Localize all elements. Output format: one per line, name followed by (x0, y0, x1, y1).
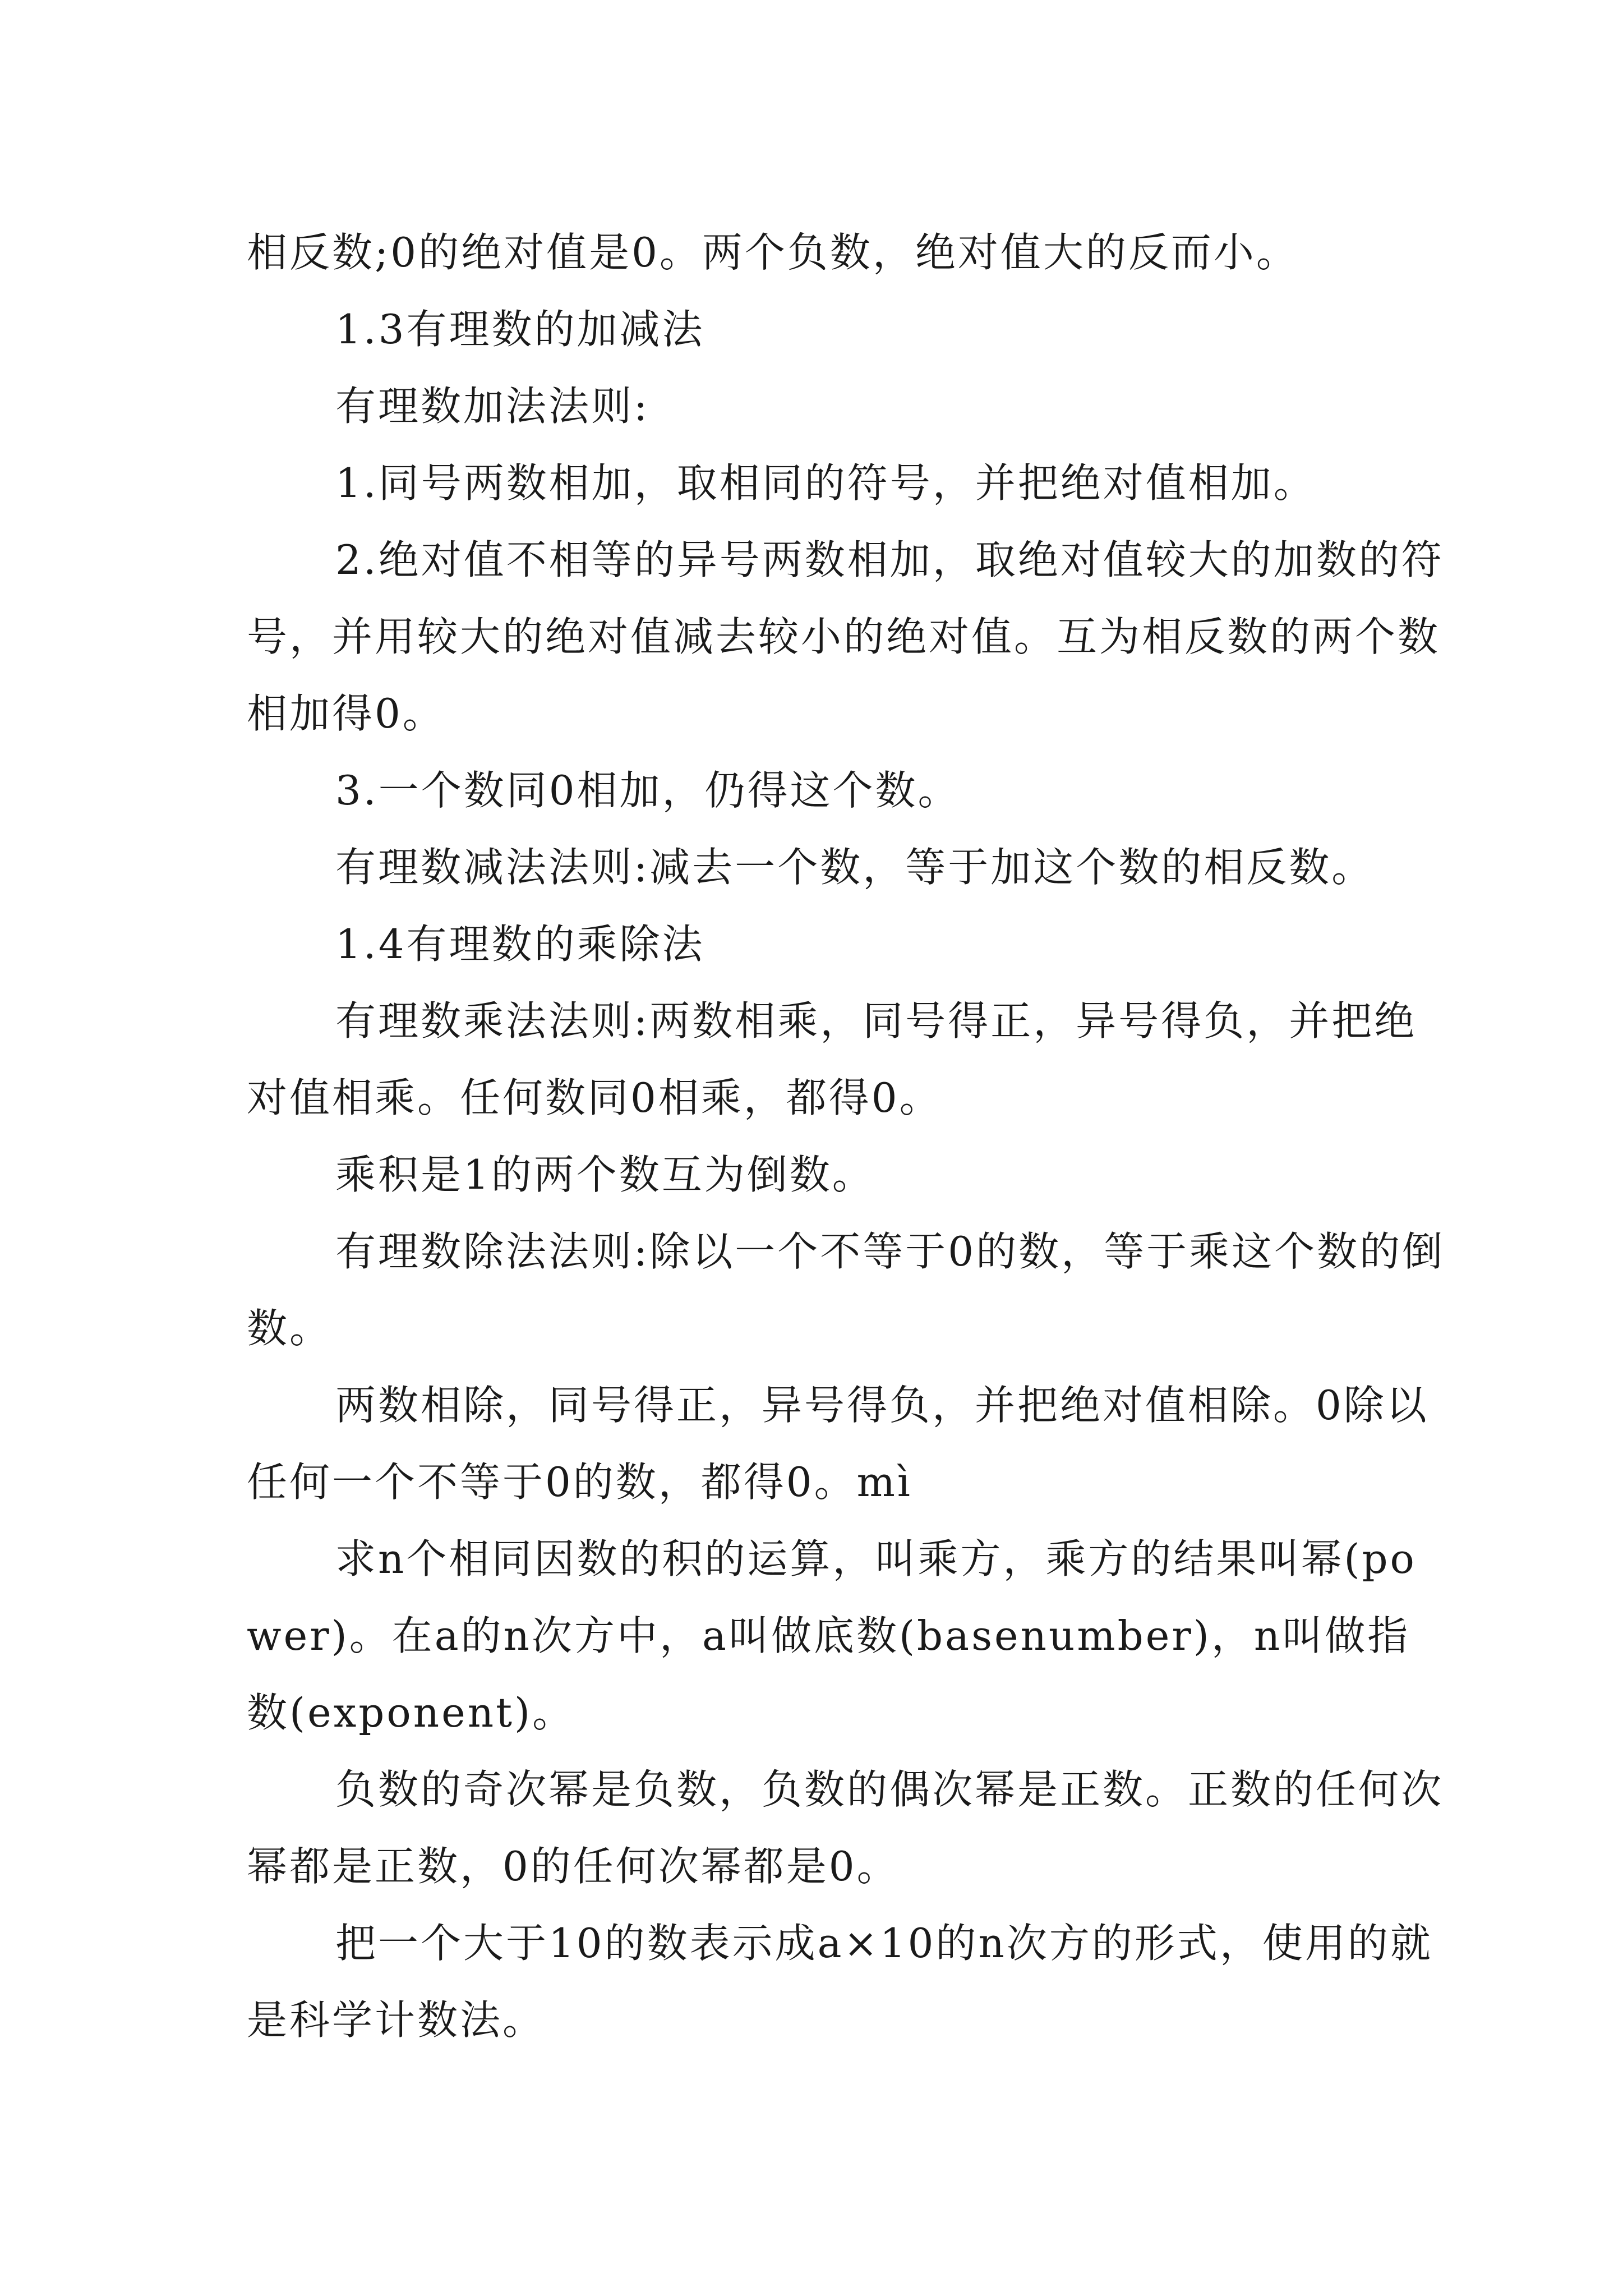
reciprocal-definition: 乘积是1的两个数互为倒数。 (335, 1151, 875, 1198)
scientific-notation: 把一个大于10的数表示成a×10的n次方的形式，使用的就是科学计数法。 (247, 1920, 1433, 2044)
addition-rule-3: 3.一个数同0相加，仍得这个数。 (335, 767, 961, 814)
addition-rule-heading: 有理数加法法则: (335, 383, 650, 430)
addition-rule-2: 2.绝对值不相等的异号两数相加，取绝对值较大的加数的符号，并用较大的绝对值减去较小的绝对值。互为相反数的两个数相加得0。 (247, 536, 1444, 737)
division-rule: 有理数除法法则:除以一个不等于0的数，等于乘这个数的倒数。 (247, 1228, 1445, 1352)
subtraction-rule: 有理数减法法则:减去一个数，等于加这个数的相反数。 (335, 844, 1375, 891)
section-heading-add-subtract: 1.3有理数的加减法 (335, 306, 705, 353)
paragraph-opposite-numbers: 相反数;0的绝对值是0。两个负数，绝对值大的反而小。 (247, 229, 1299, 276)
multiplication-rule: 有理数乘法法则:两数相乘，同号得正，异号得负，并把绝对值相乘。任何数同0相乘，都得0。 (247, 997, 1417, 1121)
addition-rule-1: 1.同号两数相加，取相同的符号，并把绝对值相加。 (335, 459, 1316, 507)
document-body (247, 214, 1447, 2059)
power-definition: 求n个相同因数的积的运算，叫乘方，乘方的结果叫幂(power)。在a的n次方中，a叫做底数(basenumber)，n叫做指数(exponent)。 (247, 1535, 1417, 1736)
division-sign-rule: 两数相除，同号得正，异号得负，并把绝对值相除。0除以任何一个不等于0的数，都得0。mì (247, 1382, 1429, 1506)
section-heading-multiply-divide: 1.4有理数的乘除法 (335, 921, 705, 968)
power-sign-rule: 负数的奇次幂是负数，负数的偶次幂是正数。正数的任何次幂都是正数，0的任何次幂都是0。 (247, 1766, 1444, 1890)
